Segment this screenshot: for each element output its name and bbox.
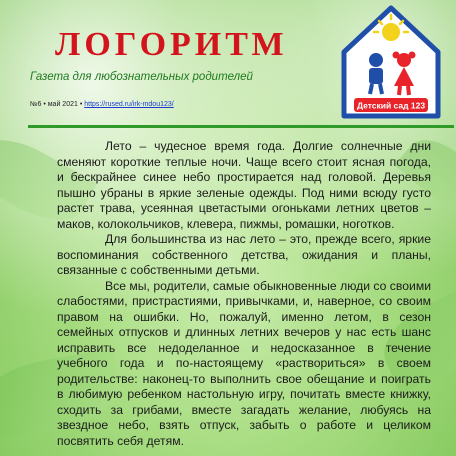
paragraph: Для большинства из нас лето – это, прежде всего, яркие воспоминания собственного детства, ожидания и планы, связанные с собственными детьми. — [57, 232, 431, 277]
newspaper-title: ЛОГОРИТМ — [55, 26, 288, 63]
header-divider — [28, 125, 454, 128]
kindergarten-logo — [336, 2, 446, 120]
issue-info — [30, 101, 174, 108]
newspaper-header — [0, 0, 456, 135]
article-body — [57, 139, 431, 449]
paragraph: Лето – чудесное время года. Долгие солнечные дни сменяют короткие теплые ночи. Чаще всего стоит ясная погода, и бескрайнее синее небо простирается над головой. Деревья пышно убраны в яркие зеленые одежды. Под ними всюду густо растет трава, усеянная цветастыми огоньками летних цветов – маков, колокольчиков, клевера, пижмы, ромашки, ноготков. — [57, 139, 431, 231]
website-link[interactable]: https://rused.ru/irk-mdou123/ — [84, 101, 174, 108]
newspaper-subtitle: Газета для любознательных родителей — [30, 71, 253, 83]
issue-number: №6 • май 2021 • — [30, 101, 83, 108]
paragraph: Все мы, родители, самые обыкновенные люди со своими слабостями, пристрастиями, привычками, и, наверное, со своим правом на ошибки. Но, пожалуй, именно летом, в сезон семейных отпусков и длинных летних вечеров у нас есть шанс исправить все недоделанное и недосказанное в течение учебного года и по-настоящему «раствориться» в своем родительстве: наконец-то выполнить свое обещание и поиграть в любимую ребенком настольную игру, почитать вместе книжку, сходить за грибами, вместе загадать желание, любуясь на звездное небо, взять отпуск, забыть о работе и целиком посвятить себя детям. — [57, 278, 431, 448]
logo-label: Детский сад 123 — [356, 100, 426, 111]
